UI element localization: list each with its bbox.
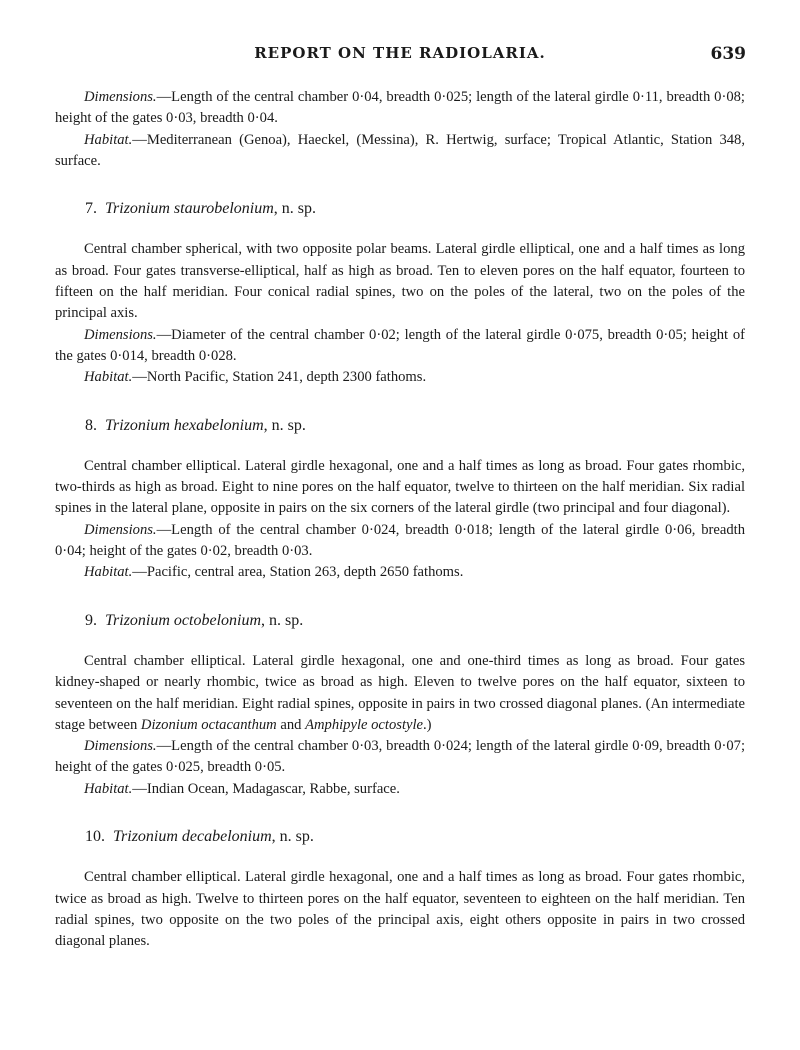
species-suffix: , n. sp.	[273, 200, 316, 218]
species-reference: Dizonium octacanthum	[140, 716, 277, 733]
species-number: 7.	[85, 200, 97, 218]
dimensions-label: Dimensions.	[84, 738, 157, 755]
running-head: REPORT ON THE RADIOLARIA.	[254, 44, 546, 62]
dimensions-label: Dimensions.	[84, 326, 157, 343]
habitat-text: —North Pacific, Station 241, depth 2300 fathoms.	[132, 369, 427, 386]
species-number: 8.	[85, 416, 97, 434]
species-name: Trizonium hexabelonium	[105, 416, 264, 434]
species-name: Trizonium decabelonium	[113, 828, 272, 846]
dimensions-text: —Length of the central chamber 0·03, breadth 0·024; length of the lateral girdle 0·09, breadth 0·07; height of the gates 0·025, breadth 0·05.	[55, 738, 745, 776]
species-dimensions	[55, 736, 745, 779]
dimensions-text: —Length of the central chamber 0·024, breadth 0·018; length of the lateral girdle 0·06, breadth 0·04; height of the gates 0·02, breadth 0·03.	[55, 521, 745, 560]
species-suffix: , n. sp.	[263, 416, 306, 434]
description-text: Central chamber elliptical. Lateral girdle hexagonal, one and one-third times as long as broad. Four gates kidney-shaped or nearly rhombic, twice as broad as high. Eleven to twelve pores on the half equator, sixteen to seventeen on the half meridian. Eight radial spines, opposite in pairs in two crossed diagonal planes. (An intermediate stage between	[55, 652, 745, 733]
habitat-label: Habitat.	[84, 131, 133, 148]
species-name: Trizonium octobelonium	[105, 611, 262, 629]
species-description: Central chamber elliptical. Lateral girdle hexagonal, one and a half times as long as broad. Four gates rhombic, two-thirds as high as broad. Eight to nine pores on the half equator, twelve to thirteen on the half meridian. Six radial spines in the lateral plane, opposite in pairs on the six corners of the lateral girdle (two principal and four diagonal).	[55, 457, 745, 517]
dimensions-label: Dimensions.	[84, 521, 157, 538]
species-name: Trizonium staurobelonium	[105, 200, 274, 218]
habitat-label: Habitat.	[84, 369, 133, 386]
intro-dimensions	[55, 87, 745, 130]
dimensions-text: —Diameter of the central chamber 0·02; length of the lateral girdle 0·075, breadth 0·05; height of the gates 0·014, breadth 0·028.	[55, 326, 745, 364]
page-number: 639	[710, 44, 746, 64]
species-reference: Amphipyle octostyle	[305, 716, 424, 733]
species-heading	[55, 610, 745, 631]
habitat-text: —Indian Ocean, Madagascar, Rabbe, surface.	[132, 780, 400, 797]
dimensions-text: —Length of the central chamber 0·04, breadth 0·025; length of the lateral girdle 0·11, breadth 0·08; height of the gates 0·03, breadth 0·04.	[55, 89, 745, 127]
species-heading	[55, 198, 745, 219]
habitat-text: —Pacific, central area, Station 263, depth 2650 fathoms.	[132, 564, 464, 581]
species-habitat	[55, 779, 745, 800]
habitat-label: Habitat.	[84, 564, 133, 581]
species-description: Central chamber spherical, with two opposite polar beams. Lateral girdle elliptical, one and a half times as long as broad. Four gates transverse-elliptical, half as high as broad. Ten to eleven pores on the half equator, fourteen to fifteen on the half meridian. Four conical radial spines, two on the poles of the lateral, two on the poles of the principal axis.	[55, 241, 745, 322]
habitat-text: —Mediterranean (Genoa), Haeckel, (Messina), R. Hertwig, surface; Tropical Atlantic, Station 348, surface.	[55, 131, 745, 169]
description-text: .)	[423, 716, 432, 733]
description-text: and	[276, 716, 306, 733]
species-heading	[55, 415, 745, 436]
page-header	[0, 44, 800, 74]
species-suffix: , n. sp.	[271, 828, 314, 846]
page-body	[55, 87, 745, 953]
species-habitat	[55, 562, 745, 583]
species-number: 10.	[85, 828, 105, 846]
habitat-label: Habitat.	[84, 780, 133, 797]
intro-habitat	[55, 130, 745, 173]
species-description: Central chamber elliptical. Lateral girdle hexagonal, one and a half times as long as broad. Four gates rhombic, twice as broad as high. Twelve to thirteen pores on the half equator, seventeen to eighteen on the half meridian. Ten radial spines, two opposite on the two poles of the principal axis, eight others opposite in pairs in two crossed diagonal planes.	[55, 869, 745, 950]
species-dimensions	[55, 520, 745, 563]
species-description	[55, 651, 745, 736]
species-heading	[55, 826, 745, 847]
species-dimensions	[55, 325, 745, 368]
species-suffix: , n. sp.	[261, 611, 304, 629]
dimensions-label: Dimensions.	[84, 89, 157, 105]
species-number: 9.	[85, 611, 97, 629]
species-habitat	[55, 367, 745, 388]
